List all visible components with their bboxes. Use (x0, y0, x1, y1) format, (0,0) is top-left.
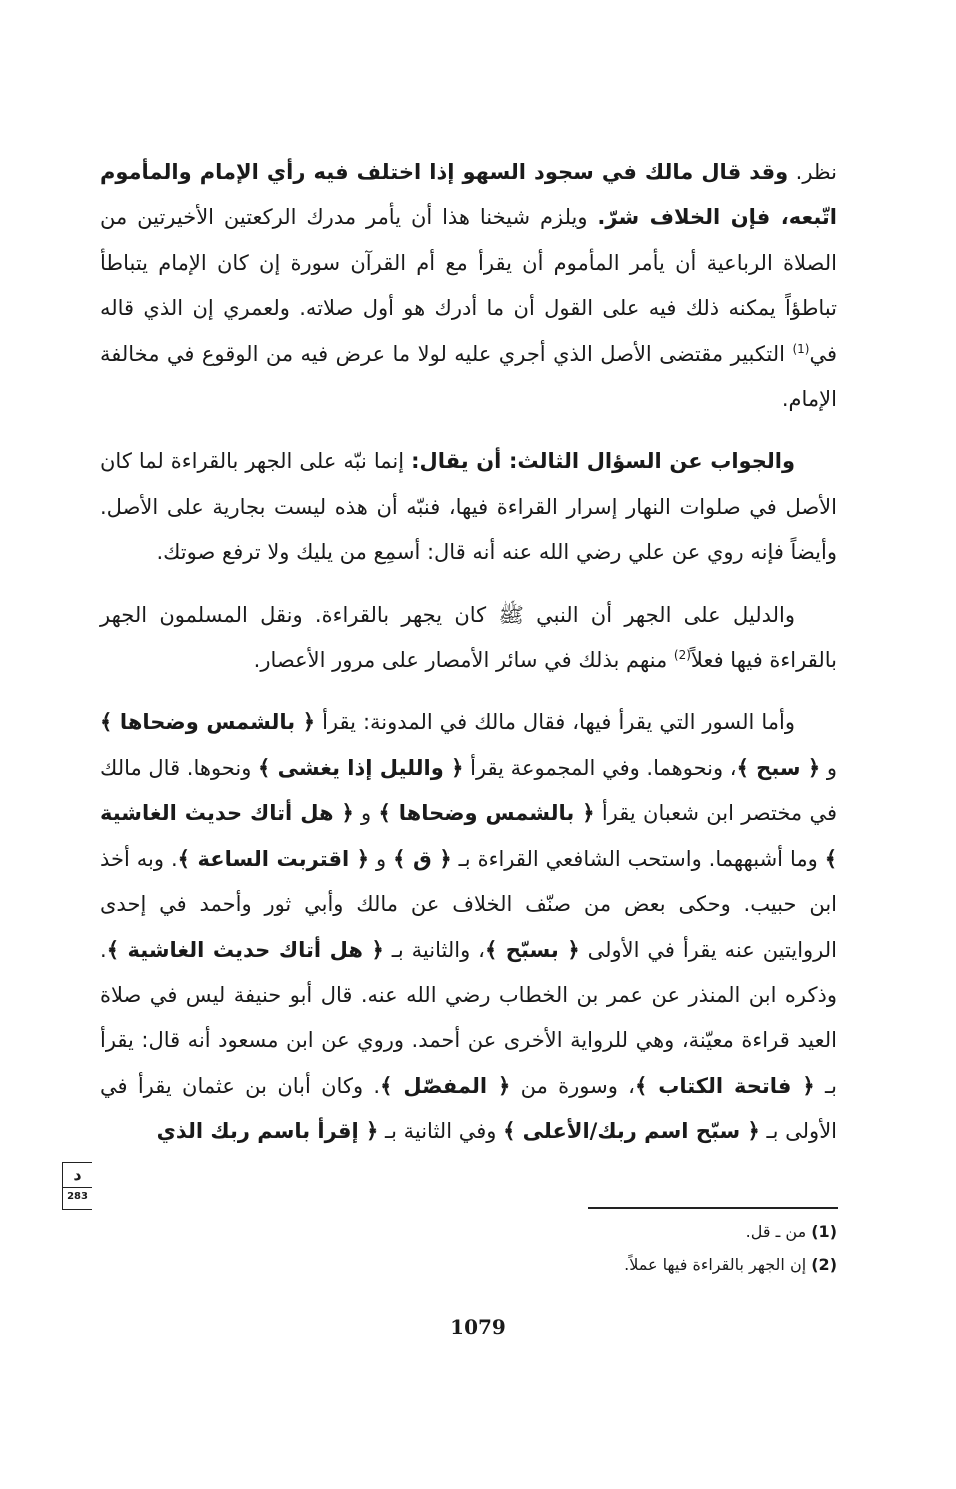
text-run: ، والثانية بـ (383, 937, 485, 962)
text-run: وما أشبههما. واستحب الشافعي القراءة بـ (451, 846, 825, 871)
footnotes (100, 1215, 837, 1281)
footnote-number: (2) (811, 1255, 837, 1274)
text-run: و (353, 801, 379, 826)
bold-text: ﴿ سبح ﴾ (736, 755, 821, 780)
bold-text: ﴿ اقتربت الساعة ﴾ (177, 846, 370, 871)
text-run: منهم بذلك في سائر الأمصار على مرور الأعصار. (253, 648, 674, 673)
footnote-text: من ـ قل. (745, 1222, 807, 1241)
bold-text: ﴿ فاتحة الكتاب ﴾ (634, 1073, 815, 1098)
text-run: وفي الثانية بـ (378, 1119, 504, 1144)
bold-text: ﴿ المفصّل ﴾ (380, 1073, 511, 1098)
footnote-separator (588, 1207, 838, 1209)
footnote-text: إن الجهر بالقراءة فيها عملاً. (624, 1255, 807, 1274)
paragraph-3 (100, 593, 837, 684)
bold-text: ﴿ بالشمس وضحاها ﴾ (378, 801, 595, 826)
text-run: و (369, 846, 394, 871)
page-number: 1079 (450, 1315, 506, 1339)
text-run: . وكان أبان بن عثمان يقرأ في الأولى بـ (100, 1073, 837, 1144)
bold-text: ﴿ إقرأ باسم ربك الذي (156, 1119, 379, 1144)
text-run: إنما نبّه على الجهر بالقراءة لما كان الأصل في صلوات النهار إسرار القراءة فيها، فنبّه أن هذه ليست بجارية على الأصل. وأيضاً فإنه روي عن علي رضي الله عنه أنه قال: أسمِع من يليك ولا ترفع صوتك. (100, 449, 837, 565)
marker-letter: د (73, 1165, 82, 1184)
text-run: نظر. (788, 160, 837, 184)
footnote-reference: (2) (673, 648, 691, 663)
bold-text: ﴿ سبّح اسم ربك/الأعلى ﴾ (503, 1119, 760, 1144)
bold-text: ﴿ ق ﴾ (393, 846, 452, 871)
manuscript-page-marker (62, 1162, 92, 1210)
footnote-1 (100, 1215, 837, 1248)
bold-text: ﴿ بالشمس وضحاها ﴾ (100, 710, 316, 735)
paragraph-1 (100, 150, 837, 422)
text-run: ويلزم شيخنا هذا أن يأمر مدرك الركعتين الأخيرتين من الصلاة الرباعية أن يأمر المأموم أن يقرأ مع أم القرآن سورة إن كان الإمام يتباطأ تباطؤاً يمكنه ذلك فيه على القول أن ما أدرك هو أول صلاته. ولعمري إن الذي قاله في (100, 205, 837, 366)
bold-text: وقد قال مالك في سجود السهو إذا اختلف فيه رأي الإمام والمأموم اتّبعه، فإن الخلاف شرّ. (100, 160, 837, 230)
bold-text: ﴿ هل أتاك حديث الغاشية ﴾ (106, 937, 384, 962)
footnote-reference: (1) (792, 341, 810, 356)
bold-text: والجواب عن السؤال الثالث: أن يقال: (411, 449, 795, 474)
text-run: التكبير مقتضى الأصل الذي أجري عليه لولا ما عرض فيه من الوقوع في مخالفة الإمام. (100, 341, 837, 412)
text-run: ، وسورة من (510, 1073, 635, 1098)
marker-number: 283 (63, 1187, 92, 1206)
bold-text: ﴿ بسبّح ﴾ (484, 937, 580, 962)
text-run: ونحوها. قال مالك في مختصر ابن شعبان يقرأ (100, 755, 837, 826)
text-run: ، ونحوهما. وفي المجموعة يقرأ (463, 755, 737, 780)
text-run: . وبه أخذ ابن حبيب. وحكى بعض من صنّف الخلاف عن مالك وأبي ثور وأحمد في إحدى الروايتين عنه يقرأ في الأولى (100, 846, 837, 962)
footnote-2 (100, 1248, 837, 1281)
text-run: . وذكره ابن المنذر عن عمر بن الخطاب رضي الله عنه. قال أبو حنيفة ليس في صلاة العيد قراءة معيّنة، وهي للرواية الأخرى عن أحمد. وروي عن ابن مسعود أنه قال: يقرأ بـ (100, 937, 837, 1098)
paragraph-2 (100, 439, 837, 575)
text-run: وأما السور التي يقرأ فيها، فقال مالك في المدونة: يقرأ (315, 710, 795, 735)
bold-text: ﴿ هل أتاك حديث الغاشية ﴾ (100, 801, 837, 871)
main-text (100, 150, 837, 1155)
text-run: و (820, 755, 837, 780)
bold-text: ﴿ والليل إذا يغشى ﴾ (258, 755, 464, 780)
text-run: والدليل على الجهر أن النبي ﷺ كان يجهر بالقراءة. ونقل المسلمون الجهر بالقراءة فيها فعلاً (100, 602, 837, 673)
footnote-number: (1) (811, 1222, 837, 1241)
paragraph-4 (100, 700, 837, 1154)
